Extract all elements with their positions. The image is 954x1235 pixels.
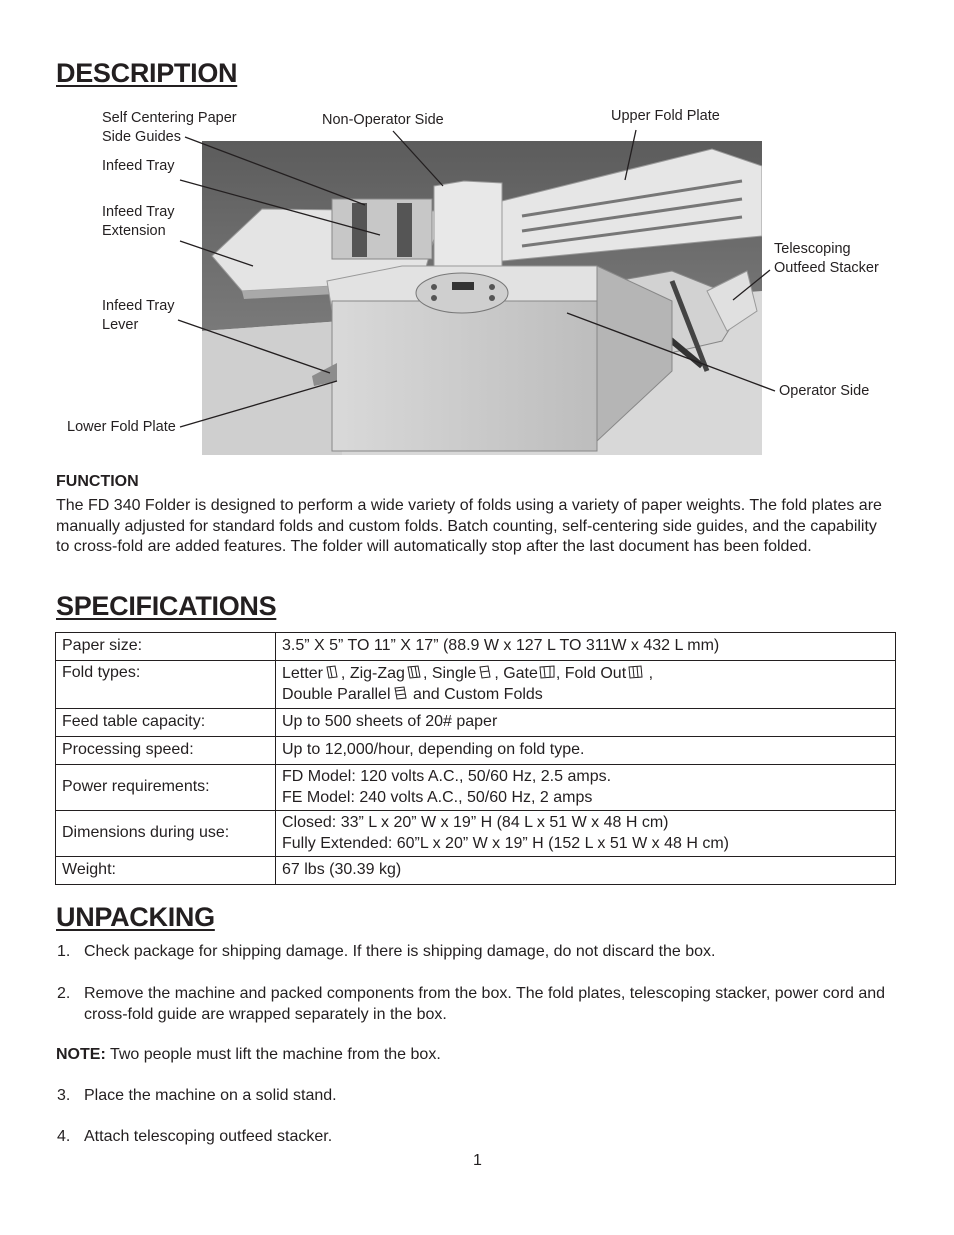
fold-type-double-parallel: Double Parallel bbox=[282, 685, 391, 703]
callout-infeed-tray-extension: Infeed Tray Extension bbox=[102, 204, 175, 239]
spec-label: Power requirements: bbox=[56, 765, 276, 811]
spec-label: Dimensions during use: bbox=[56, 811, 276, 857]
list-item: Place the machine on a solid stand. bbox=[84, 1087, 337, 1104]
specifications-heading: SPECIFICATIONS bbox=[56, 591, 277, 621]
spec-label: Processing speed: bbox=[56, 737, 276, 765]
spec-value-power bbox=[276, 765, 896, 811]
spec-line: Fully Extended: 60”L x 20” W x 19” H (152 L x 51 W x 48 H cm) bbox=[282, 834, 729, 852]
table-row bbox=[56, 765, 896, 811]
page-number: 1 bbox=[473, 1152, 482, 1169]
list-number: 2. bbox=[57, 985, 71, 1002]
fold-type-gate: Gate bbox=[503, 665, 538, 682]
function-paragraph: The FD 340 Folder is designed to perform a wide variety of folds using a variety of paper weights. The fold plates are manually adjusted for standard folds and custom folds. Batch counting, self-centering side guides, and the capability to cross-fold are added features. The folder will automatically stop after the last document has been folded. bbox=[56, 497, 882, 556]
specifications-table bbox=[55, 632, 896, 885]
list-number: 3. bbox=[57, 1087, 71, 1104]
table-row bbox=[56, 811, 896, 857]
gate-fold-icon bbox=[539, 664, 555, 680]
callout-infeed-tray-lever: Infeed Tray Lever bbox=[102, 298, 175, 333]
letter-fold-icon bbox=[324, 664, 340, 680]
note bbox=[56, 1045, 441, 1066]
fold-type-letter: Letter bbox=[282, 665, 323, 682]
table-row bbox=[56, 709, 896, 737]
fold-type-fold-out: Fold Out bbox=[564, 665, 627, 682]
list-number: 4. bbox=[57, 1128, 71, 1145]
callout-telescoping-outfeed-stacker: Telescoping Outfeed Stacker bbox=[774, 241, 879, 276]
spec-line: FE Model: 240 volts A.C., 50/60 Hz, 2 amps bbox=[282, 788, 593, 806]
note-label: NOTE: bbox=[56, 1046, 106, 1063]
fold-type-single: Single bbox=[431, 665, 477, 682]
double-parallel-fold-icon bbox=[392, 685, 408, 701]
fold-out-icon bbox=[627, 664, 643, 680]
spec-value-dimensions bbox=[276, 811, 896, 857]
callout-operator-side: Operator Side bbox=[779, 383, 870, 399]
callout-infeed-tray: Infeed Tray bbox=[102, 158, 175, 174]
spec-line: Closed: 33” L x 20” W x 19” H (84 L x 51 W x 48 H cm) bbox=[282, 814, 669, 831]
table-row bbox=[56, 661, 896, 709]
description-heading: DESCRIPTION bbox=[56, 58, 238, 88]
unpacking-heading: UNPACKING bbox=[56, 902, 215, 932]
list-number: 1. bbox=[57, 943, 71, 960]
spec-label: Weight: bbox=[56, 857, 276, 885]
list-item: Attach telescoping outfeed stacker. bbox=[84, 1128, 333, 1145]
spec-line: FD Model: 120 volts A.C., 50/60 Hz, 2.5 amps. bbox=[282, 768, 612, 785]
note-text: Two people must lift the machine from the box. bbox=[105, 1046, 441, 1063]
spec-value: Up to 12,000/hour, depending on fold type. bbox=[276, 737, 896, 765]
list-item: Remove the machine and packed components from the box. The fold plates, telescoping stacker, power cord and cross-fold guide are wrapped separately in the box. bbox=[84, 985, 886, 1023]
callout-non-operator-side: Non-Operator Side bbox=[322, 112, 444, 128]
spec-label: Feed table capacity: bbox=[56, 709, 276, 737]
table-row bbox=[56, 633, 896, 661]
callout-upper-fold-plate: Upper Fold Plate bbox=[611, 108, 720, 124]
function-heading: FUNCTION bbox=[56, 473, 139, 490]
callout-side-guides: Self Centering Paper Side Guides bbox=[102, 110, 237, 145]
fold-type-zig-zag: Zig-Zag bbox=[349, 665, 405, 682]
table-row bbox=[56, 857, 896, 885]
spec-label: Fold types: bbox=[56, 661, 276, 709]
spec-value: Up to 500 sheets of 20# paper bbox=[276, 709, 896, 737]
single-fold-icon bbox=[477, 664, 493, 680]
spec-label: Paper size: bbox=[56, 633, 276, 661]
callout-lower-fold-plate: Lower Fold Plate bbox=[67, 419, 176, 435]
spec-value: 3.5” X 5” TO 11” X 17” (88.9 W x 127 L TO 311W x 432 L mm) bbox=[276, 633, 896, 661]
zig-zag-fold-icon bbox=[406, 664, 422, 680]
list-item: Check package for shipping damage. If there is shipping damage, do not discard the box. bbox=[84, 943, 716, 960]
spec-value: 67 lbs (30.39 kg) bbox=[276, 857, 896, 885]
table-row bbox=[56, 737, 896, 765]
spec-value-fold-types: Letter , Zig-Zag , Single , Gate , Fold Out , Double Parallel and Custom Folds bbox=[276, 661, 896, 709]
fold-types-suffix: and Custom Folds bbox=[412, 685, 543, 703]
